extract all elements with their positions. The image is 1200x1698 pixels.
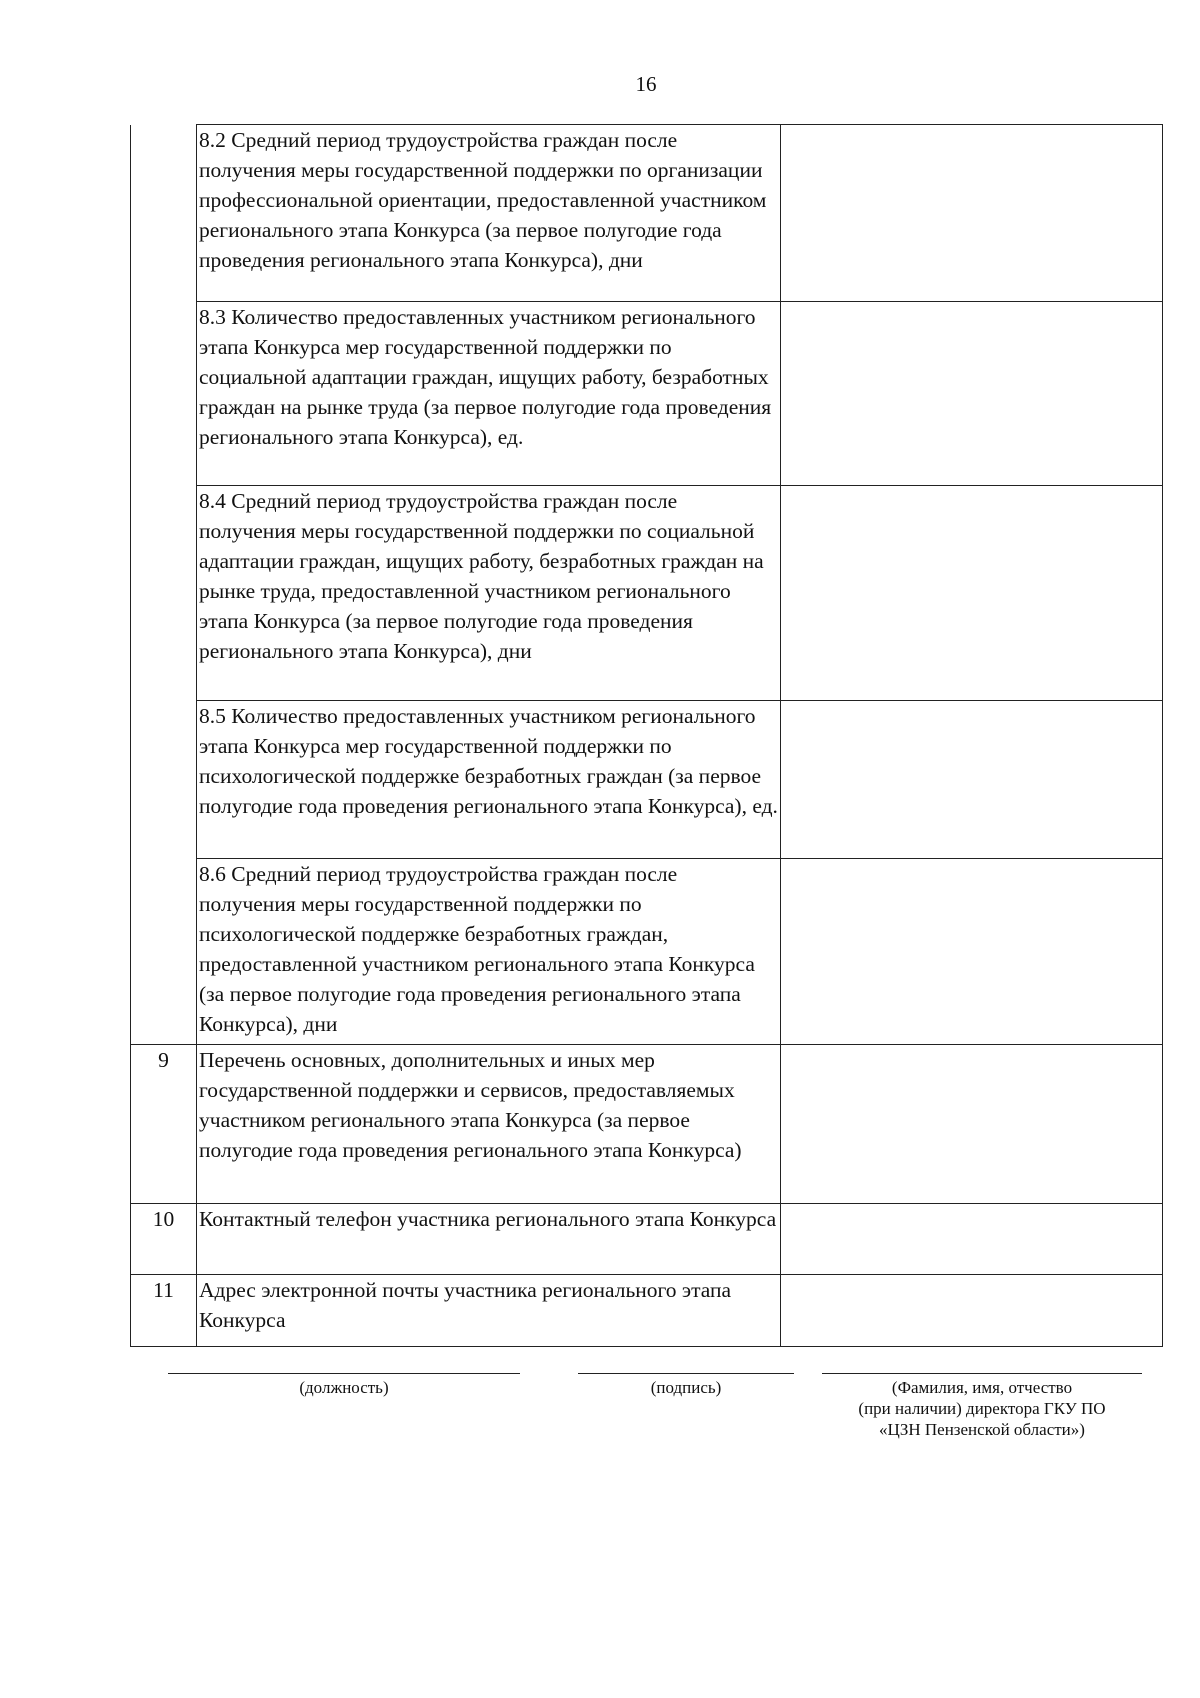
full-name-line[interactable] [822,1373,1142,1374]
position-line[interactable] [168,1373,520,1374]
row-text: 8.4 Средний период трудоустройства граждан после получения меры государственной поддержки по социальной адаптации граждан, ищущих работу, безработных граждан на рынке труда, предоставленной участником регионального этапа Конкурса (за первое полугодие года проведения регионального этапа Конкурса), дни [197,486,781,701]
row-text: 8.2 Средний период трудоустройства граждан после получения меры государственной поддержки по организации профессиональной ориентации, предоставленной участником регионального этапа Конкурса (за первое полугодие года проведения регионального этапа Конкурса), дни [197,125,781,302]
table-row [131,1204,1163,1275]
row-number [131,486,197,701]
row-text: 8.6 Средний период трудоустройства граждан после получения меры государственной поддержки по психологической поддержке безработных граждан, предоставленной участником регионального этапа Конкурса (за первое полугодие года проведения регионального этапа Конкурса), дни [197,859,781,1045]
row-text: Адрес электронной почты участника регионального этапа Конкурса [197,1275,781,1347]
page-number: 16 [635,72,657,96]
position-caption: (должность) [299,1378,389,1397]
row-number: 10 [131,1204,197,1275]
row-number [131,302,197,486]
row-value-cell[interactable] [781,302,1163,486]
indicators-table [130,124,1163,1347]
full-name-caption-line: (при наличии) директора ГКУ ПО [858,1399,1106,1418]
row-text: Контактный телефон участника регионального этапа Конкурса [197,1204,781,1275]
table-row [131,125,1163,302]
signature-line[interactable] [578,1373,794,1374]
table-row [131,859,1163,1045]
table-row [131,1045,1163,1204]
row-value-cell[interactable] [781,1275,1163,1347]
table-row [131,302,1163,486]
row-value-cell[interactable] [781,1045,1163,1204]
row-value-cell[interactable] [781,1204,1163,1275]
row-number [131,125,197,302]
row-number: 9 [131,1045,197,1204]
row-value-cell[interactable] [781,701,1163,859]
row-number [131,701,197,859]
signature-caption: (подпись) [650,1378,722,1397]
row-text: Перечень основных, дополнительных и иных мер государственной поддержки и сервисов, предоставляемых участником регионального этапа Конкурса (за первое полугодие года проведения регионального этапа Конкурса) [197,1045,781,1204]
row-text: 8.5 Количество предоставленных участником регионального этапа Конкурса мер государственной поддержки по психологической поддержке безработных граждан (за первое полугодие года проведения регионального этапа Конкурса), ед. [197,701,781,859]
row-value-cell[interactable] [781,486,1163,701]
row-value-cell[interactable] [781,125,1163,302]
table-row [131,701,1163,859]
full-name-caption [822,1377,1142,1440]
table-row [131,486,1163,701]
row-number: 11 [131,1275,197,1347]
row-number [131,859,197,1045]
signature-block [0,1373,1200,1493]
row-text: 8.3 Количество предоставленных участником регионального этапа Конкурса мер государственной поддержки по социальной адаптации граждан, ищущих работу, безработных граждан на рынке труда (за первое полугодие года проведения регионального этапа Конкурса), ед. [197,302,781,486]
row-value-cell[interactable] [781,859,1163,1045]
table-row [131,1275,1163,1347]
full-name-caption-line: (Фамилия, имя, отчество [891,1378,1073,1397]
full-name-caption-line: «ЦЗН Пензенской области») [879,1420,1085,1439]
